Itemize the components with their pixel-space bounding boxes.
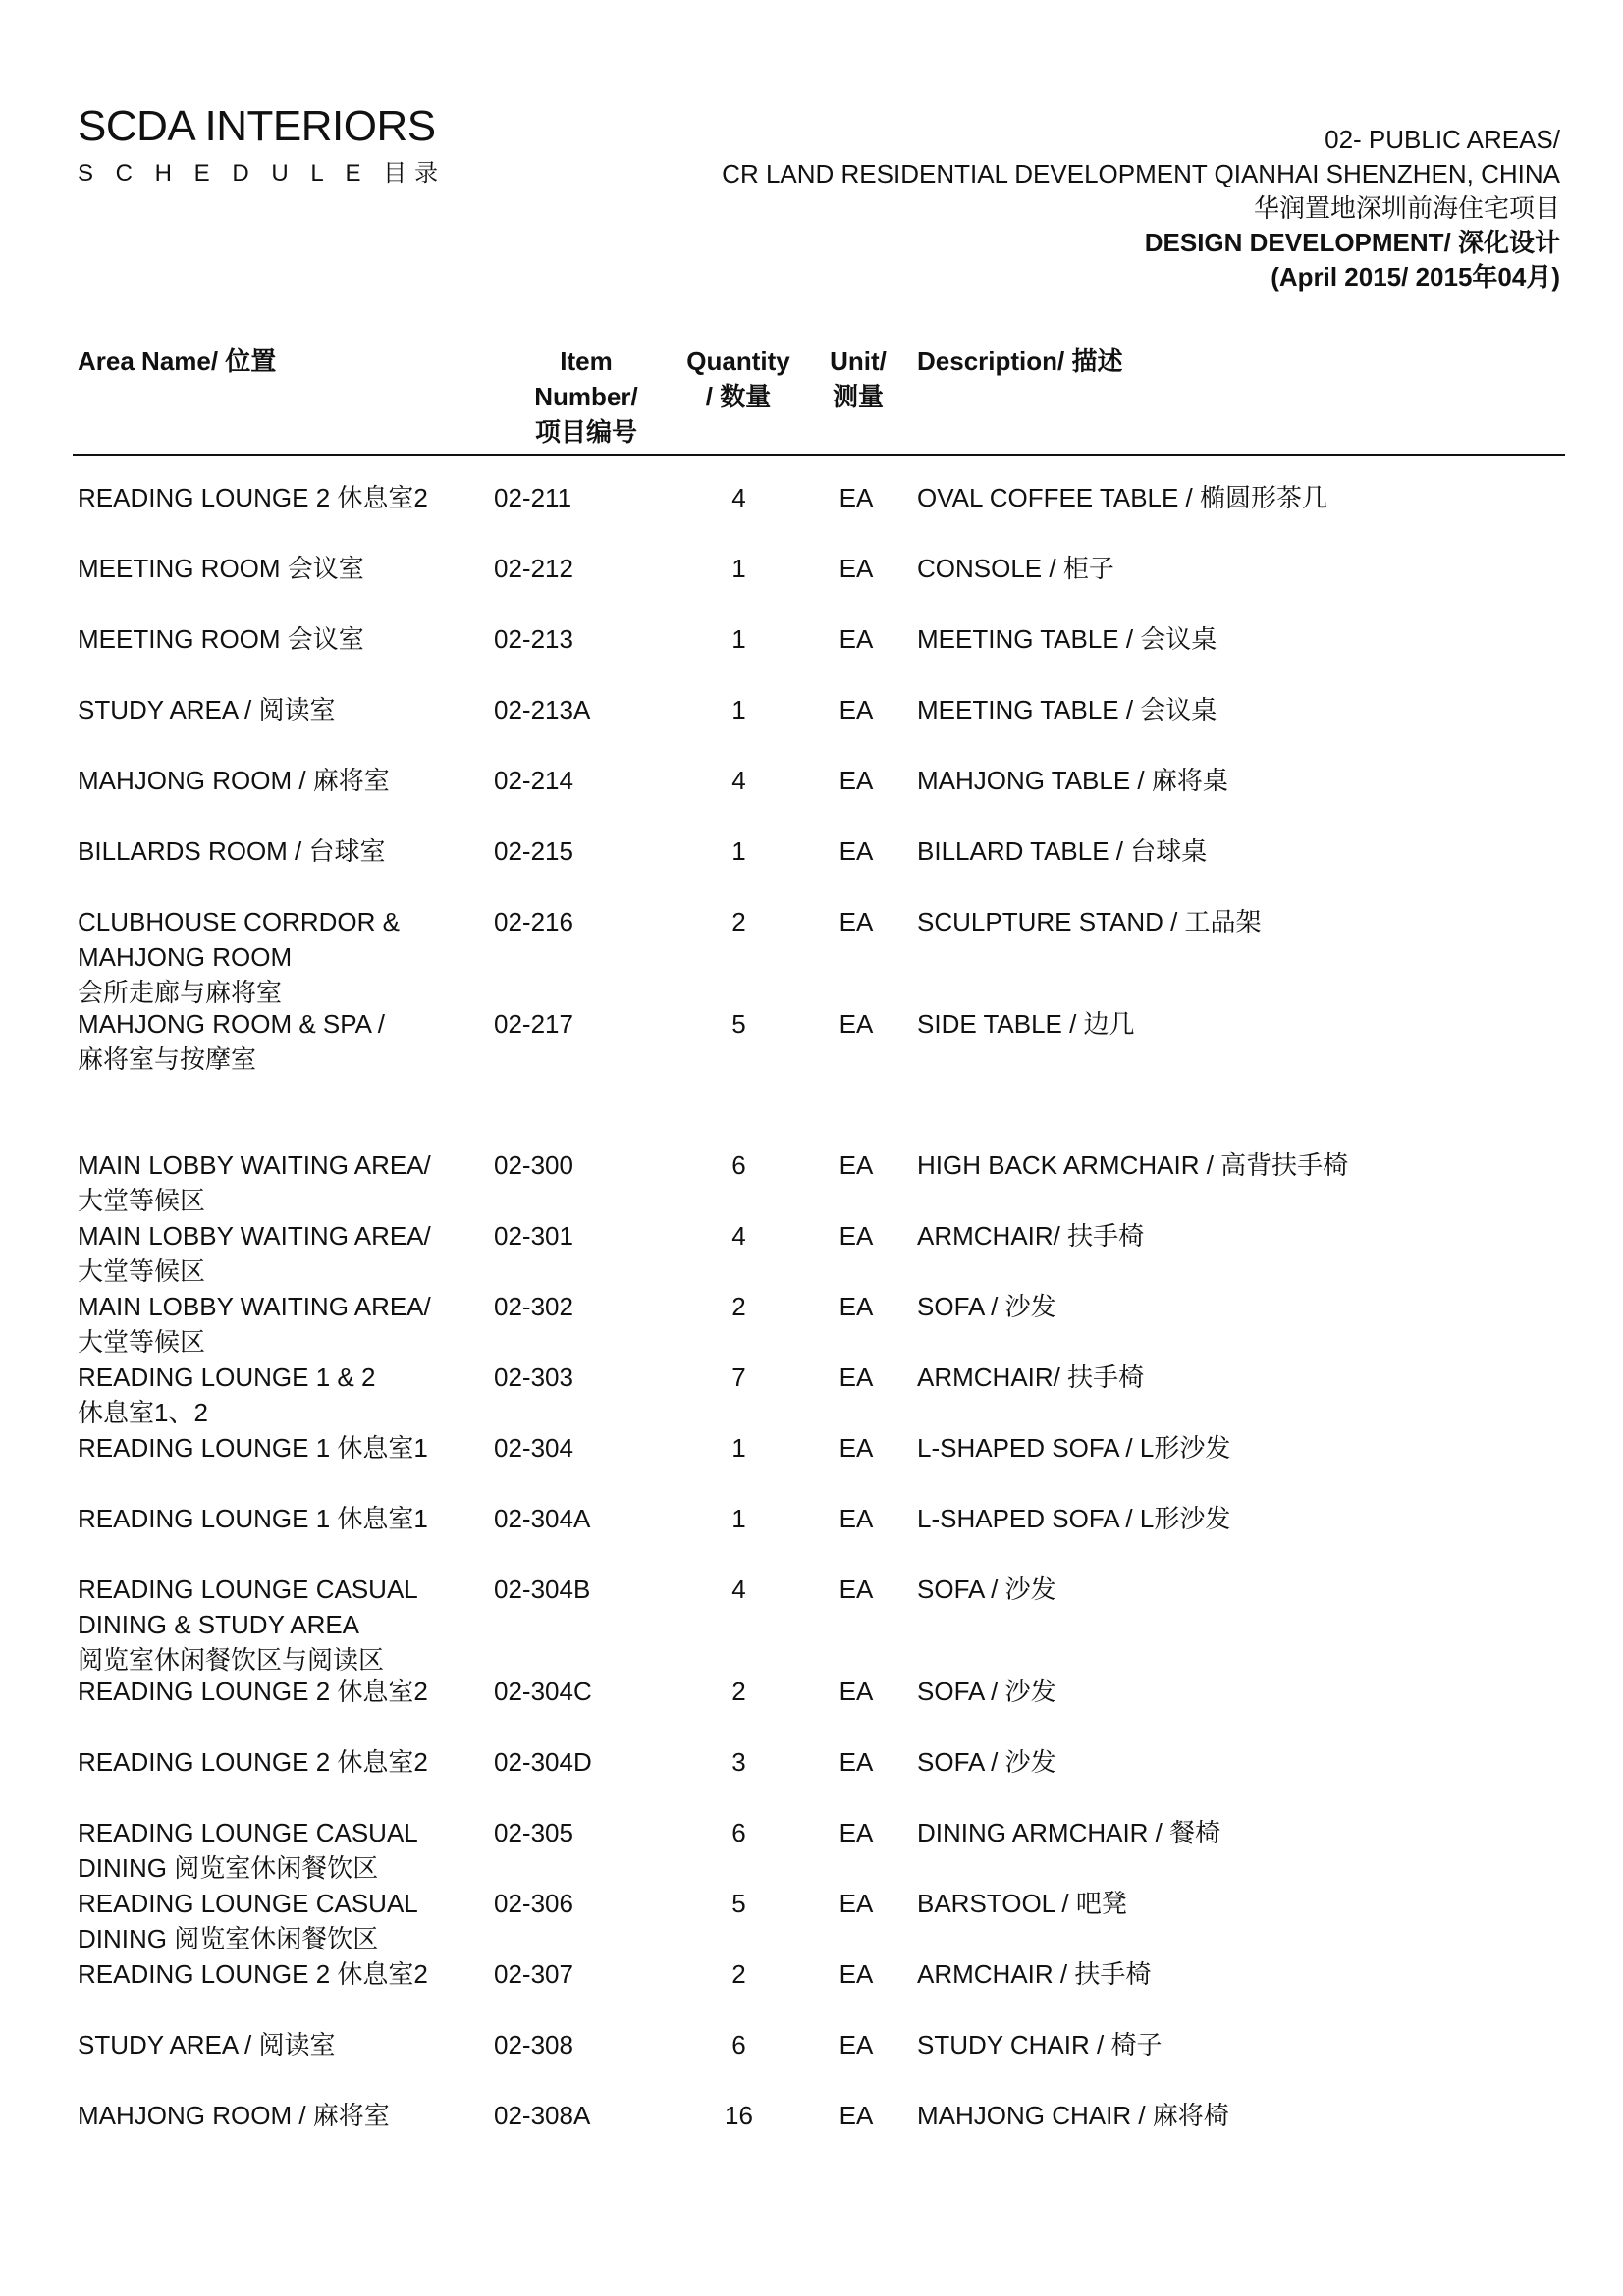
design-stage: DESIGN DEVELOPMENT/ 深化设计 (1144, 228, 1560, 257)
quantity-cell: 6 (731, 1818, 746, 1847)
unit-cell: EA (839, 1575, 874, 1604)
area-cell: READING LOUNGE 1 & 2 休息室1、2 (78, 1362, 376, 1427)
quantity-cell: 4 (731, 766, 746, 795)
item-number-cell: 02-304 (494, 1433, 573, 1463)
quantity-cell: 16 (725, 2101, 753, 2130)
item-number-cell: 02-214 (494, 766, 573, 795)
item-number-cell: 02-306 (494, 1889, 573, 1918)
unit-cell: EA (839, 1889, 874, 1918)
quantity-cell: 4 (731, 1221, 746, 1251)
item-number-cell: 02-217 (494, 1009, 573, 1039)
quantity-cell: 2 (731, 1677, 746, 1706)
unit-cell: EA (839, 1150, 874, 1180)
brand-title: SCDA INTERIORS (78, 102, 436, 150)
column-header-quantity: Quantity / 数量 (686, 347, 790, 411)
quantity-cell: 3 (731, 1747, 746, 1777)
area-cell: MAIN LOBBY WAITING AREA/ 大堂等候区 (78, 1292, 431, 1357)
item-number-cell: 02-308A (494, 2101, 591, 2130)
item-number-cell: 02-212 (494, 554, 573, 583)
item-number-cell: 02-304A (494, 1504, 591, 1533)
unit-cell: EA (839, 766, 874, 795)
area-cell: CLUBHOUSE CORRDOR & MAHJONG ROOM 会所走廊与麻将室 (78, 907, 400, 1007)
quantity-cell: 5 (731, 1889, 746, 1918)
unit-cell: EA (839, 2030, 874, 2059)
unit-cell: EA (839, 1009, 874, 1039)
quantity-cell: 2 (731, 1959, 746, 1989)
project-header (722, 123, 1560, 294)
unit-cell: EA (839, 2101, 874, 2130)
item-number-cell: 02-304C (494, 1677, 592, 1706)
unit-cell: EA (839, 1747, 874, 1777)
area-cell: STUDY AREA / 阅读室 (78, 695, 336, 724)
unit-cell: EA (839, 1959, 874, 1989)
quantity-cell: 1 (731, 624, 746, 654)
item-number-cell: 02-211 (494, 483, 572, 512)
area-cell: READING LOUNGE CASUAL DINING 阅览室休闲餐饮区 (78, 1818, 418, 1883)
unit-cell: EA (839, 836, 874, 866)
description-cell: OVAL COFFEE TABLE / 椭圆形茶几 (917, 483, 1328, 512)
area-cell: READING LOUNGE 1 休息室1 (78, 1504, 428, 1533)
description-cell: SOFA / 沙发 (917, 1677, 1056, 1706)
description-cell: SOFA / 沙发 (917, 1747, 1056, 1777)
area-cell: READING LOUNGE CASUAL DINING 阅览室休闲餐饮区 (78, 1889, 418, 1953)
item-number-cell: 02-215 (494, 836, 573, 866)
description-cell: MEETING TABLE / 会议桌 (917, 695, 1217, 724)
unit-cell: EA (839, 554, 874, 583)
quantity-cell: 1 (731, 1504, 746, 1533)
issue-date: (April 2015/ 2015年04月) (1271, 262, 1560, 292)
area-cell: READING LOUNGE 2 休息室2 (78, 1677, 428, 1706)
description-cell: L-SHAPED SOFA / L形沙发 (917, 1433, 1231, 1463)
quantity-cell: 4 (731, 483, 746, 512)
project-name-en: CR LAND RESIDENTIAL DEVELOPMENT QIANHAI SHENZHEN, CHINA (722, 159, 1560, 188)
quantity-cell: 7 (731, 1362, 746, 1392)
item-number-cell: 02-216 (494, 907, 573, 936)
unit-cell: EA (839, 1433, 874, 1463)
description-cell: MEETING TABLE / 会议桌 (917, 624, 1217, 654)
quantity-cell: 4 (731, 1575, 746, 1604)
area-cell: MAIN LOBBY WAITING AREA/ 大堂等候区 (78, 1221, 431, 1286)
description-cell: CONSOLE / 柜子 (917, 554, 1114, 583)
item-number-cell: 02-307 (494, 1959, 573, 1989)
item-number-cell: 02-305 (494, 1818, 573, 1847)
area-cell: MEETING ROOM 会议室 (78, 624, 364, 654)
schedule-subtitle: S C H E D U L E 目录 (78, 160, 447, 187)
description-cell: SCULPTURE STAND / 工品架 (917, 907, 1262, 936)
area-cell: MAHJONG ROOM & SPA / 麻将室与按摩室 (78, 1009, 386, 1074)
item-number-cell: 02-308 (494, 2030, 573, 2059)
project-name-cn: 华润置地深圳前海住宅项目 (1253, 193, 1560, 223)
area-cell: READING LOUNGE 2 休息室2 (78, 1959, 428, 1989)
column-header-area-label: Area Name/ 位置 (78, 347, 277, 376)
unit-cell: EA (839, 1818, 874, 1847)
area-cell: MEETING ROOM 会议室 (78, 554, 364, 583)
column-header-unit: Unit/ 测量 (830, 347, 887, 411)
quantity-cell: 6 (731, 1150, 746, 1180)
item-number-cell: 02-304B (494, 1575, 591, 1604)
column-header-item: Item Number/ 项目编号 (534, 347, 638, 447)
unit-cell: EA (839, 1677, 874, 1706)
item-number-cell: 02-300 (494, 1150, 573, 1180)
area-cell: READING LOUNGE 2 休息室2 (78, 1747, 428, 1777)
area-cell: READING LOUNGE 1 休息室1 (78, 1433, 428, 1463)
quantity-cell: 2 (731, 1292, 746, 1321)
quantity-cell: 2 (731, 907, 746, 936)
description-cell: SOFA / 沙发 (917, 1292, 1056, 1321)
column-header-area (78, 344, 276, 379)
description-cell: BARSTOOL / 吧凳 (917, 1889, 1127, 1918)
area-cell: STUDY AREA / 阅读室 (78, 2030, 336, 2059)
quantity-cell: 1 (731, 1433, 746, 1463)
quantity-cell: 1 (731, 836, 746, 866)
area-cell: READING LOUNGE 2 休息室2 (78, 483, 428, 512)
quantity-cell: 5 (731, 1009, 746, 1039)
area-cell: MAHJONG ROOM / 麻将室 (78, 2101, 390, 2130)
unit-cell: EA (839, 1362, 874, 1392)
quantity-cell: 1 (731, 554, 746, 583)
description-cell: L-SHAPED SOFA / L形沙发 (917, 1504, 1231, 1533)
quantity-cell: 1 (731, 695, 746, 724)
item-number-cell: 02-213 (494, 624, 573, 654)
section-title: 02- PUBLIC AREAS/ (1325, 125, 1560, 154)
description-cell: HIGH BACK ARMCHAIR / 高背扶手椅 (917, 1150, 1349, 1180)
description-cell: SOFA / 沙发 (917, 1575, 1056, 1604)
item-number-cell: 02-302 (494, 1292, 573, 1321)
description-cell: STUDY CHAIR / 椅子 (917, 2030, 1163, 2059)
description-cell: MAHJONG CHAIR / 麻将椅 (917, 2101, 1229, 2130)
description-cell: ARMCHAIR / 扶手椅 (917, 1959, 1152, 1989)
unit-cell: EA (839, 483, 874, 512)
unit-cell: EA (839, 624, 874, 654)
header-rule (73, 454, 1565, 456)
item-number-cell: 02-303 (494, 1362, 573, 1392)
unit-cell: EA (839, 695, 874, 724)
unit-cell: EA (839, 1504, 874, 1533)
description-cell: ARMCHAIR/ 扶手椅 (917, 1221, 1145, 1251)
unit-cell: EA (839, 907, 874, 936)
quantity-cell: 6 (731, 2030, 746, 2059)
item-number-cell: 02-304D (494, 1747, 592, 1777)
unit-cell: EA (839, 1221, 874, 1251)
description-cell: BILLARD TABLE / 台球桌 (917, 836, 1208, 866)
item-number-cell: 02-213A (494, 695, 591, 724)
area-cell: READING LOUNGE CASUAL DINING & STUDY AREA 阅览室休闲餐饮区与阅读区 (78, 1575, 418, 1675)
description-cell: DINING ARMCHAIR / 餐椅 (917, 1818, 1221, 1847)
unit-cell: EA (839, 1292, 874, 1321)
description-cell: SIDE TABLE / 边几 (917, 1009, 1135, 1039)
column-header-description: Description/ 描述 (917, 347, 1123, 376)
item-number-cell: 02-301 (494, 1221, 573, 1251)
description-cell: MAHJONG TABLE / 麻将桌 (917, 766, 1228, 795)
area-cell: MAIN LOBBY WAITING AREA/ 大堂等候区 (78, 1150, 431, 1215)
area-cell: MAHJONG ROOM / 麻将室 (78, 766, 390, 795)
description-cell: ARMCHAIR/ 扶手椅 (917, 1362, 1145, 1392)
area-cell: BILLARDS ROOM / 台球室 (78, 836, 386, 866)
